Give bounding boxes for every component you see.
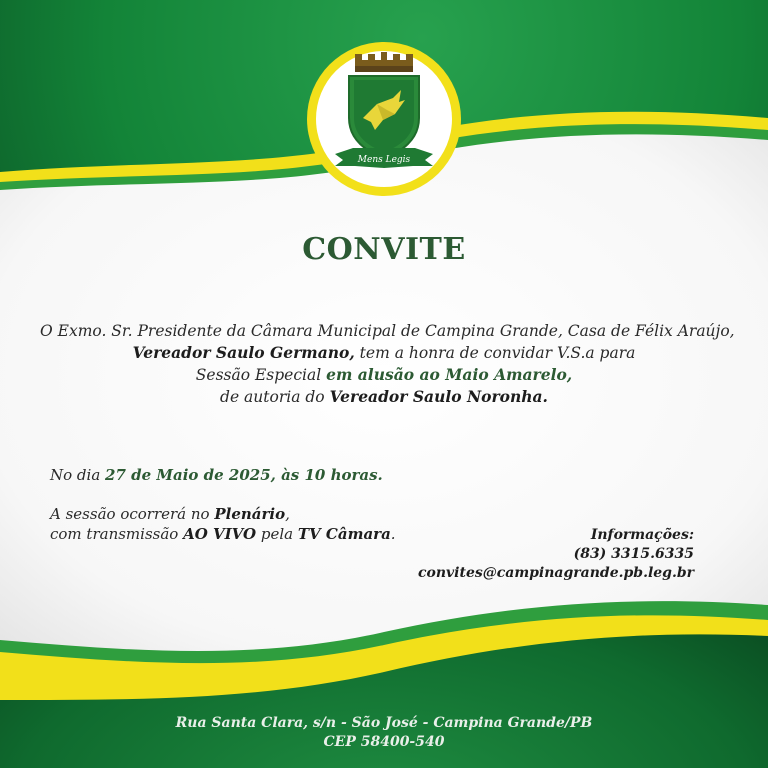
live-label: AO VIVO [183,525,257,543]
invitation-title: CONVITE [302,232,466,267]
host-name: Vereador Saulo Germano, [132,343,355,362]
logo-motto: Mens Legis [357,155,411,165]
session-details [50,504,396,544]
date-time: 27 de Maio de 2025, às 10 horas. [105,466,383,484]
address-line: Rua Santa Clara, s/n - São José - Campina Grande/PB [175,715,593,731]
author-name: Vereador Saulo Noronha. [329,387,548,406]
session-line-2-end: . [390,525,396,543]
footer-address [0,714,768,752]
cep-line: CEP 58400-540 [323,734,445,750]
channel-name: TV Câmara [297,525,391,543]
date-prefix: No dia [50,466,106,484]
body-line-1: O Exmo. Sr. Presidente da Câmara Municipal de Campina Grande, Casa de Félix Araújo, [40,322,735,340]
session-line-2-start: com transmissão [50,525,184,543]
camara-coat-of-arms-icon [305,40,463,198]
session-line-2-mid: pela [256,525,298,543]
invitation-body [40,320,735,408]
body-line-2 [40,342,728,364]
session-line-1-start: A sessão ocorrerá no [50,505,215,523]
body-line-4-start: de autoria do [220,388,330,406]
body-line-3-start: Sessão Especial [195,366,327,384]
contact-label: Informações: [590,527,694,543]
body-line-2-rest: tem a honra de convidar V.S.a para [354,344,636,362]
contact-info [418,526,694,583]
contact-phone: (83) 3315.6335 [573,546,694,562]
session-line-1 [50,504,396,524]
session-theme: em alusão ao Maio Amarelo, [326,365,573,384]
session-line-2 [50,524,396,544]
session-place: Plenário [214,505,286,523]
event-date [50,465,383,485]
body-line-4 [40,386,728,408]
contact-email: convites@campinagrande.pb.leg.br [417,565,694,581]
session-line-1-end: , [285,505,290,523]
body-line-3 [40,364,728,386]
